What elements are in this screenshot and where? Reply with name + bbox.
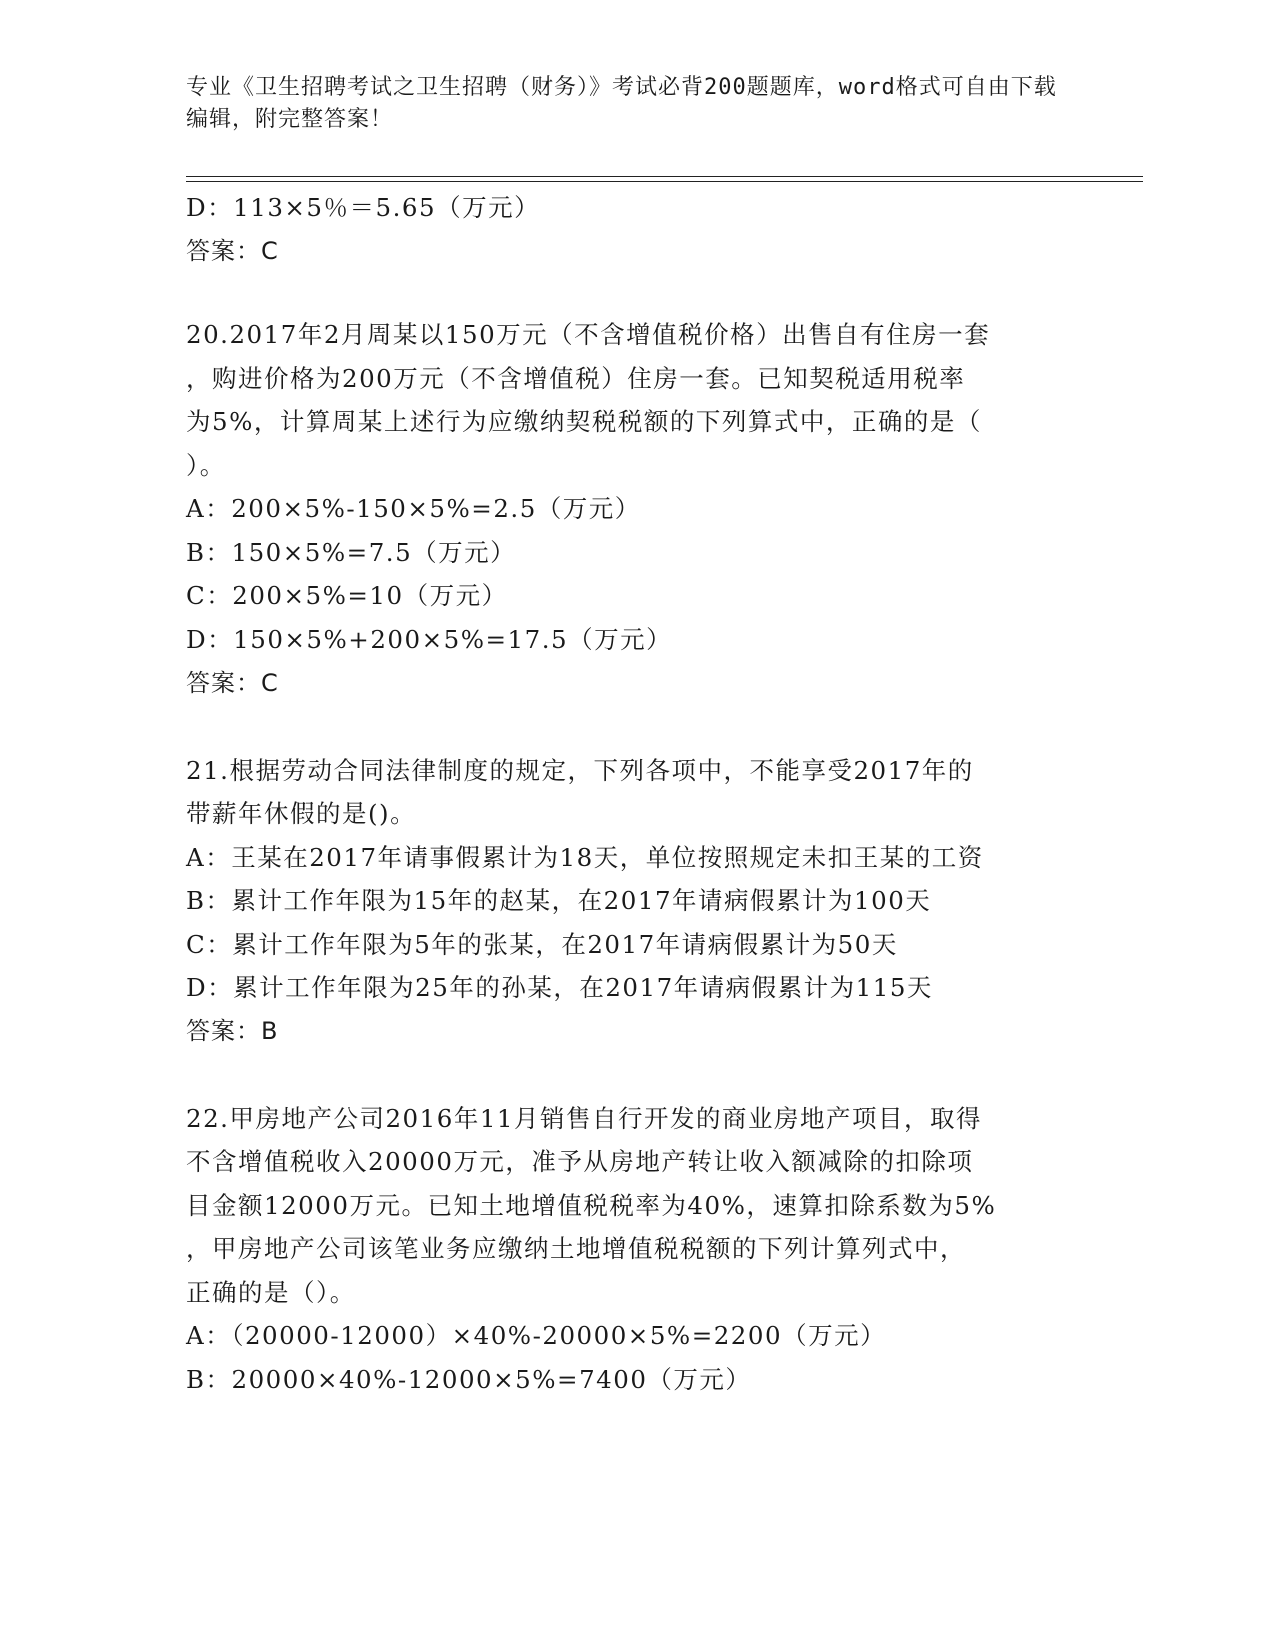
- q22-option-b: B：20000×40%-12000×5%=7400（万元）: [186, 1365, 752, 1394]
- q22-stem-line-5: 正确的是（）。: [186, 1278, 356, 1307]
- q20-stem-line-2: ，购进价格为200万元（不含增值税）住房一套。已知契税适用税率: [186, 364, 966, 393]
- q22-stem-line-3: 目金额12000万元。已知土地增值税税率为40%，速算扣除系数为5%: [186, 1191, 997, 1220]
- q22-option-a: A：（20000-12000）×40%-20000×5%=2200（万元）: [186, 1321, 887, 1350]
- document-header: 专业《卫生招聘考试之卫生招聘（财务）》考试必背200题题库，word格式可自由下载编辑，附完整答案！: [186, 75, 1057, 132]
- q20-stem-line-3: 为5%，计算周某上述行为应缴纳契税税额的下列算式中，正确的是（: [186, 407, 982, 436]
- q21-stem-line-1: 21.根据劳动合同法律制度的规定，下列各项中，不能享受2017年的: [186, 756, 974, 785]
- q20-answer: 答案：C: [186, 669, 279, 697]
- header-divider-bottom: [186, 181, 1143, 182]
- q22-stem-line-2: 不含增值税收入20000万元，准予从房地产转让收入额减除的扣除项: [186, 1147, 974, 1176]
- q20-option-b: B：150×5%=7.5（万元）: [186, 538, 517, 567]
- q21-option-d: D：累计工作年限为25年的孙某，在2017年请病假累计为115天: [186, 973, 933, 1002]
- q22-stem-line-4: ，甲房地产公司该笔业务应缴纳土地增值税税额的下列计算列式中，: [186, 1234, 966, 1263]
- q20-option-c: C：200×5%=10（万元）: [186, 581, 508, 610]
- q21-option-a: A：王某在2017年请事假累计为18天，单位按照规定未扣王某的工资: [186, 843, 984, 872]
- q20-option-d: D：150×5%+200×5%=17.5（万元）: [186, 625, 673, 654]
- prev-answer: 答案：C: [186, 237, 279, 265]
- q22-stem-line-1: 22.甲房地产公司2016年11月销售自行开发的商业房地产项目，取得: [186, 1104, 982, 1133]
- q21-stem-line-2: 带薪年休假的是()。: [186, 799, 417, 828]
- q20-stem-line-1: 20.2017年2月周某以150万元（不含增值税价格）出售自有住房一套: [186, 320, 991, 349]
- q20-stem-line-4: ）。: [186, 451, 226, 480]
- header-divider-top: [186, 176, 1143, 177]
- q21-option-b: B：累计工作年限为15年的赵某，在2017年请病假累计为100天: [186, 886, 932, 915]
- q21-option-c: C：累计工作年限为5年的张某，在2017年请病假累计为50天: [186, 930, 898, 959]
- q20-option-a: A：200×5%-150×5%=2.5（万元）: [186, 494, 641, 523]
- q21-answer: 答案：B: [186, 1017, 279, 1045]
- prev-option-d: D：113×5％＝5.65（万元）: [186, 193, 541, 222]
